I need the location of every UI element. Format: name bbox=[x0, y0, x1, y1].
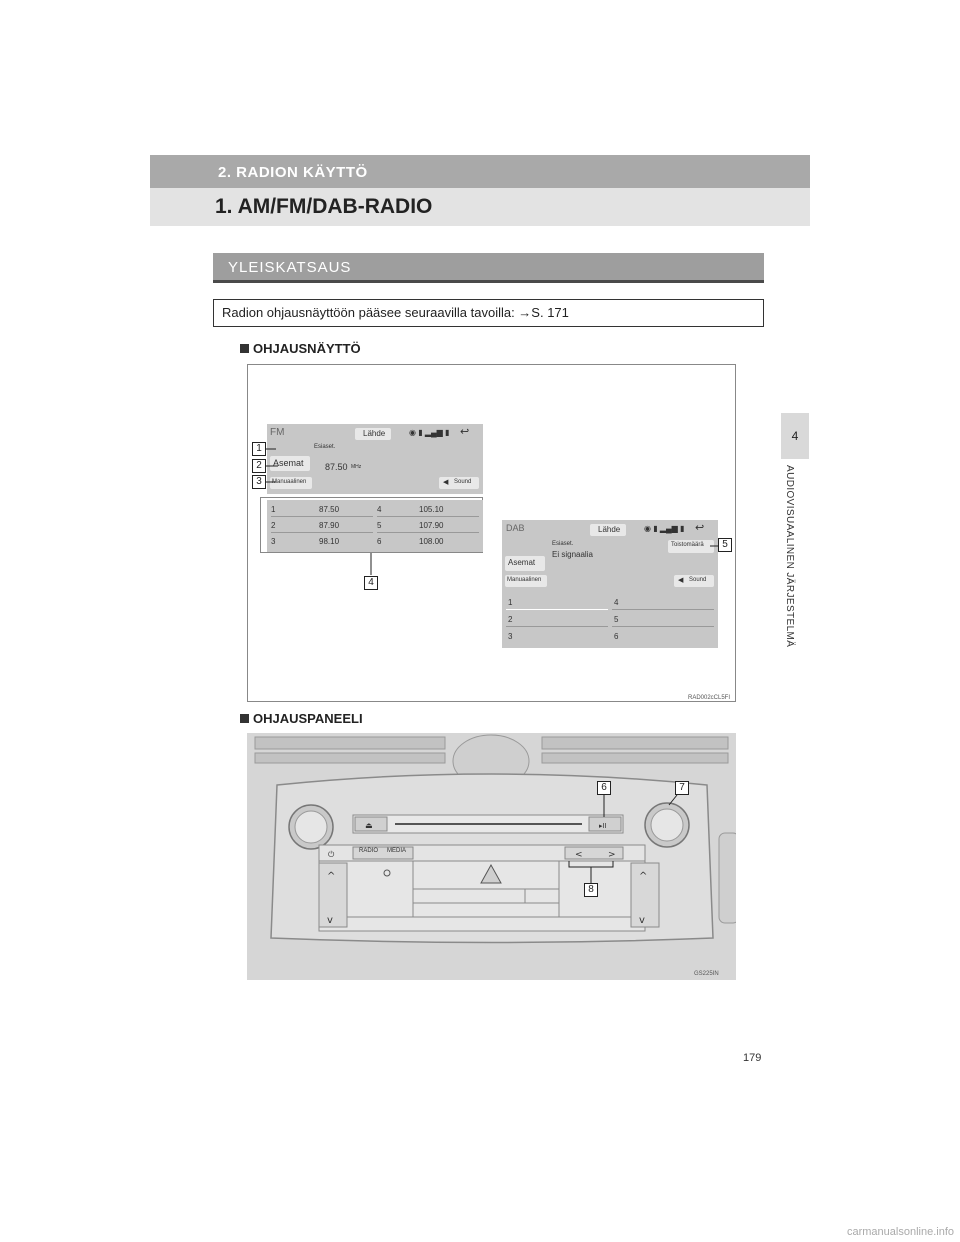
chapter-title: 2. RADION KÄYTTÖ bbox=[218, 164, 368, 181]
svg-text:^: ^ bbox=[639, 871, 648, 882]
dab-manual-label: Manuaalinen bbox=[507, 577, 542, 583]
square-bullet-icon bbox=[240, 344, 249, 353]
svg-text:^: ^ bbox=[327, 871, 336, 882]
dab-preset-2[interactable]: 2 bbox=[506, 613, 608, 627]
dab-presets-label: Esiaset. bbox=[552, 541, 574, 547]
fm-stations-label: Asemat bbox=[273, 458, 304, 468]
callout-3: 3 bbox=[252, 475, 266, 489]
fm-preset-1[interactable]: 1 87.50 bbox=[271, 503, 373, 517]
section-bar bbox=[150, 188, 810, 226]
fm-preset-5[interactable]: 5 107.90 bbox=[377, 519, 479, 533]
dab-preset-3[interactable]: 3 bbox=[508, 632, 513, 641]
control-screen-figure bbox=[247, 364, 736, 702]
footer-watermark: carmanualsonline.info bbox=[846, 1226, 954, 1238]
callout-8: 8 bbox=[584, 883, 598, 897]
page-number: 179 bbox=[743, 1052, 762, 1064]
callout-7: 7 bbox=[675, 781, 689, 795]
fm-preset-2[interactable]: 2 87.90 bbox=[271, 519, 373, 533]
dab-preset-5[interactable]: 5 bbox=[612, 613, 714, 627]
fm-frequency: 87.50 bbox=[325, 462, 348, 472]
svg-text:▸II: ▸II bbox=[599, 822, 607, 830]
status-icons: ◉ ▮ ▂▄▆ ▮ bbox=[409, 428, 450, 437]
callout-lines bbox=[248, 365, 737, 703]
callout-6: 6 bbox=[597, 781, 611, 795]
chapter-side-title bbox=[770, 465, 820, 715]
dab-preset-4[interactable]: 4 bbox=[612, 596, 714, 610]
svg-text:⏻: ⏻ bbox=[328, 850, 335, 859]
back-arrow-icon[interactable]: ↩ bbox=[460, 426, 470, 438]
figure-code-2: GS225IN bbox=[694, 971, 719, 977]
status-icons: ◉ ▮ ▂▄▆ ▮ bbox=[644, 524, 685, 533]
fm-band-label: FM bbox=[270, 427, 285, 438]
dab-action-label: Toistomäärä bbox=[671, 542, 704, 548]
dab-preset-1[interactable]: 1 bbox=[506, 596, 608, 610]
square-bullet-icon bbox=[240, 714, 249, 723]
overview-header bbox=[213, 253, 764, 283]
svg-text:v: v bbox=[327, 915, 333, 926]
chapter-side-label: AUDIOVISUAALINEN JÄRJESTELMÄ bbox=[784, 465, 795, 648]
speaker-icon: ◀ bbox=[443, 479, 449, 486]
svg-text:v: v bbox=[639, 915, 645, 926]
fm-manual-label: Manuaalinen bbox=[272, 479, 307, 485]
control-panel-drawing bbox=[247, 733, 736, 980]
back-arrow-icon[interactable]: ↩ bbox=[695, 522, 705, 534]
dab-source-label: Lähde bbox=[598, 525, 621, 534]
radio-label: RADIO bbox=[359, 848, 379, 854]
dab-sound-label: Sound bbox=[689, 577, 707, 583]
fm-sound-label: Sound bbox=[454, 479, 472, 485]
overview-title: YLEISKATSAUS bbox=[228, 259, 352, 276]
control-screen-heading bbox=[240, 341, 361, 356]
control-panel-figure bbox=[247, 733, 736, 980]
fm-source-label: Lähde bbox=[363, 429, 386, 438]
callout-2: 2 bbox=[252, 459, 266, 473]
fm-frequency-unit: MHz bbox=[351, 464, 362, 470]
dab-preset-6[interactable]: 6 bbox=[614, 632, 619, 641]
svg-text:⏏: ⏏ bbox=[365, 821, 373, 830]
chapter-bar bbox=[150, 155, 810, 188]
svg-text:>: > bbox=[608, 850, 616, 860]
control-screen-heading-text: OHJAUSNÄYTTÖ bbox=[253, 341, 361, 356]
speaker-icon: ◀ bbox=[678, 577, 684, 584]
control-panel-heading bbox=[240, 711, 363, 726]
fm-preset-4[interactable]: 4 105.10 bbox=[377, 503, 479, 517]
dab-status: Ei signaalia bbox=[552, 550, 593, 559]
callout-4: 4 bbox=[364, 576, 378, 590]
dab-band-label: DAB bbox=[506, 523, 525, 533]
svg-text:<: < bbox=[575, 850, 583, 860]
fm-presets-label: Esiaset. bbox=[314, 444, 336, 450]
dab-stations-label: Asemat bbox=[508, 558, 536, 567]
callout-5: 5 bbox=[718, 538, 732, 552]
intro-text: Radion ohjausnäyttöön pääsee seuraavilla tavoilla: →S. 171 bbox=[222, 305, 569, 320]
intro-box bbox=[213, 299, 764, 327]
figure-code-1: RAD002cCL5FI bbox=[688, 695, 731, 701]
fm-preset-3[interactable]: 3 98.10 bbox=[271, 537, 340, 546]
control-panel-heading-text: OHJAUSPANEELI bbox=[253, 711, 363, 726]
section-title: 1. AM/FM/DAB-RADIO bbox=[215, 195, 433, 218]
chapter-tab: 4 bbox=[781, 413, 809, 459]
fm-preset-6[interactable]: 6 108.00 bbox=[377, 537, 444, 546]
callout-1: 1 bbox=[252, 442, 266, 456]
media-label: MEDIA bbox=[387, 848, 407, 854]
